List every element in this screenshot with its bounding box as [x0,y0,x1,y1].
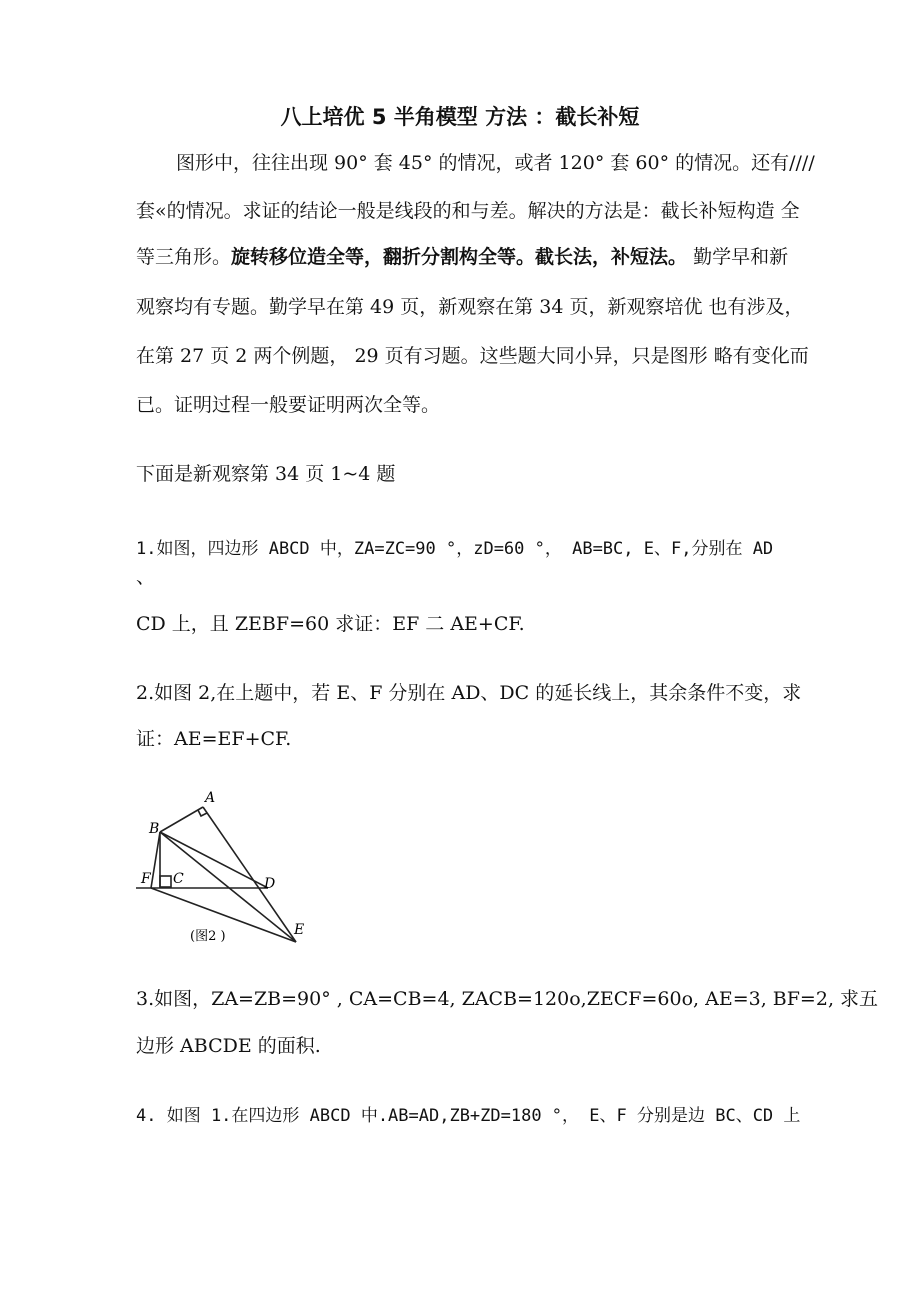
problem-1-line-2: CD 上，且 ZEBF=60 求证：EF 二 AE+CF. [136,613,525,635]
segment-BE [160,832,296,942]
problem-2-line-2: 证：AE=EF+CF. [136,728,292,750]
intro-line-3-start: 等三角形。 [136,246,232,268]
label-D: D [264,876,276,892]
problem-3-line-2: 边形 ABCDE 的面积. [136,1035,321,1057]
problem-2-line-1: 2.如图 2,在上题中，若 E、F 分别在 AD、DC 的延长线上，其余条件不变，求 [136,682,802,704]
subheading: 下面是新观察第 34 页 1~4 题 [136,463,396,485]
page-title: 八上培优 5 半角模型 方法 ：截长补短 [280,105,640,129]
problem-4-line-1: 4. 如图 1.在四边形 ABCD 中.AB=AD,ZB+ZD=180 °， E、F 分别是边 BC、CD 上 [136,1106,801,1126]
segment-AE [203,807,296,942]
segment-BF [151,832,160,888]
geometry-figure-2 [130,785,320,955]
problem-1-mark: 、 [136,566,156,588]
intro-line-2: 套«的情况。求证的结论一般是线段的和与差。解决的方法是：截长补短构造 全 [136,200,800,222]
intro-line-3-end: 勤学早和新 [687,246,789,268]
intro-line-4: 观察均有专题。勤学早在第 49 页，新观察在第 34 页，新观察培优 也有涉及， [136,296,804,318]
label-C: C [173,871,184,887]
problem-3-line-1: 3.如图，ZA=ZB=90° , CA=CB=4, ZACB=120o,ZECF=60o, AE=3, BF=2, 求五 [136,988,879,1010]
intro-bold-methods: 旋转移位造全等，翻折分割构全等。截长法，补短法。 [231,246,688,268]
figure-caption: (图2 ) [190,929,226,944]
intro-line-1: 图形中，往往出现 90° 套 45° 的情况，或者 120° 套 60° 的情况。还有//// [176,152,815,174]
label-F: F [141,871,151,887]
label-A: A [205,790,216,806]
figure-lines [136,807,296,942]
right-angle-C [160,876,171,887]
problem-1-line-1: 1.如图，四边形 ABCD 中，ZA=ZC=90 °，zD=60 °， AB=BC, E、F,分别在 AD [136,539,774,559]
intro-line-6: 已。证明过程一般要证明两次全等。 [136,394,441,416]
intro-line-5: 在第 27 页 2 两个例题， 29 页有习题。这些题大同小异，只是图形 略有变化而 [136,345,809,367]
label-B: B [149,821,160,837]
segment-BA [160,807,203,832]
label-E: E [294,922,305,938]
intro-line-3 [136,245,788,269]
